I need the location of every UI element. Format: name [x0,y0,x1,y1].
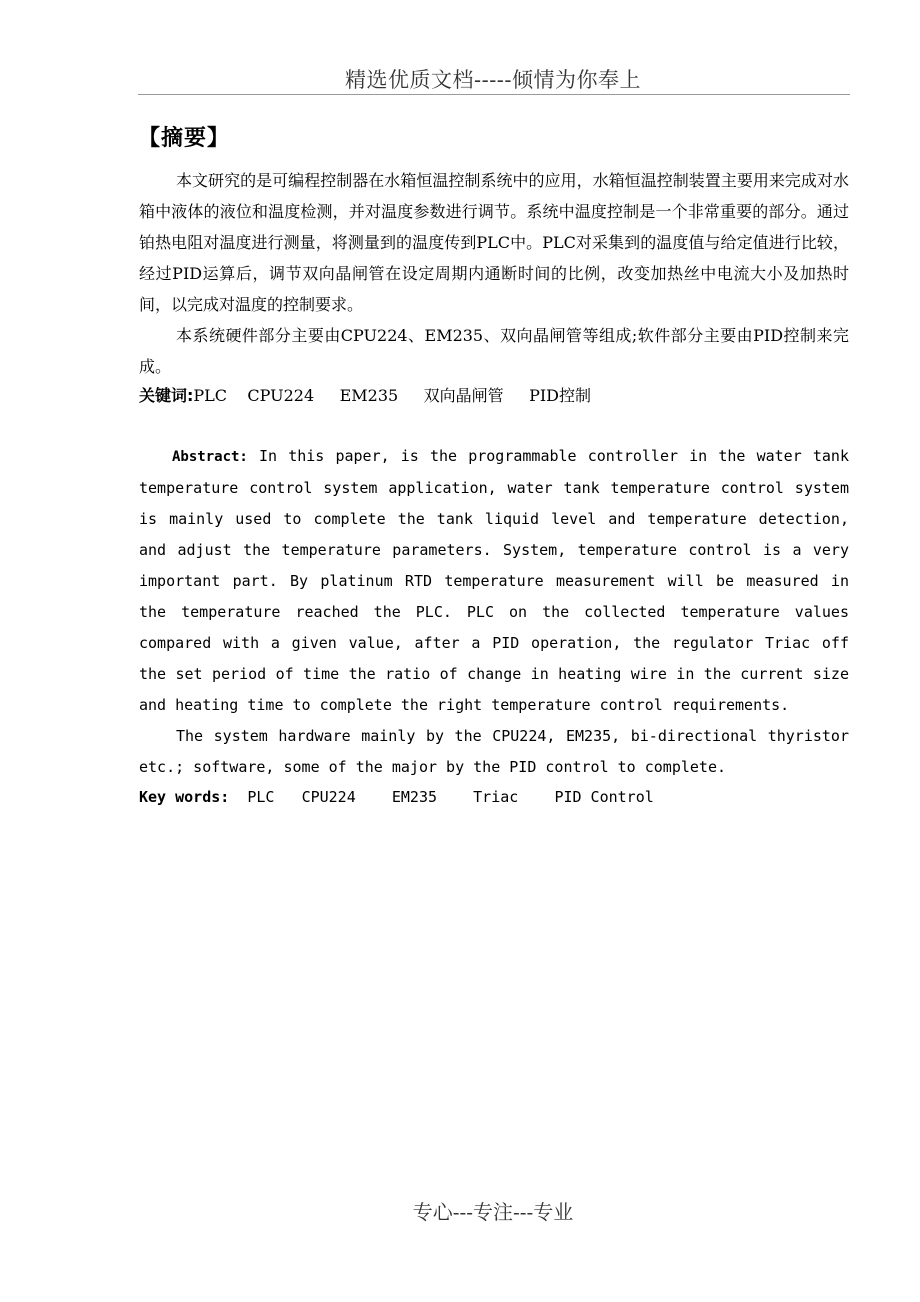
english-abstract-paragraph-1 [139,441,849,721]
english-keyword: CPU224 [301,788,356,806]
chinese-keyword: PLC [193,386,228,405]
page-header: 精选优质文档-----倾情为你奉上 [345,68,641,92]
chinese-keywords [139,380,849,411]
english-abstract-label: Abstract: [172,449,248,465]
chinese-abstract-paragraph-1: 本文研究的是可编程控制器在水箱恒温控制系统中的应用，水箱恒温控制装置主要用来完成对水箱中液体的液位和温度检测，并对温度参数进行调节。系统中温度控制是一个非常重要的部分。通过铂热电阻对温度进行测量，将测量到的温度传到PLC中。PLC对采集到的温度值与给定值进行比较，经过PID运算后，调节双向晶闸管在设定周期内通断时间的比例，改变加热丝中电流大小及加热时间，以完成对温度的控制要求。 [139,171,849,314]
english-abstract-text-1: In this paper, is the programmable controller in the water tank temperature control system application, water tank temperature control system is mainly used to complete the tank liquid level and temperature detection, and adjust the temperature parameters. System, temperature control is a very important part. By platinum RTD temperature measurement will be measured in the temperature reached the PLC. PLC on the collected temperature values compared with a given value, after a PID operation, the regulator Triac off the set period of time the ratio of change in heating wire in the current size and heating time to complete the right temperature control requirements. [139,447,849,714]
chinese-keyword: 双向晶闸管 [423,386,504,405]
english-abstract-paragraph-2: The system hardware mainly by the CPU224, EM235, bi-directional thyristor etc.; software, some of the major by the PID control to complete. [139,727,849,776]
english-abstract-body [139,441,849,783]
chinese-keyword: PID控制 [529,386,591,405]
chinese-abstract-paragraph-2: 本系统硬件部分主要由CPU224、EM235、双向晶闸管等组成;软件部分主要由PID控制来完成。 [139,326,849,376]
abstract-heading: 【摘要】 [138,126,231,151]
english-keyword: Triac [473,788,519,806]
chinese-abstract-body [139,165,849,382]
chinese-keyword: EM235 [339,386,399,405]
page-footer: 专心---专注---专业 [412,1200,574,1224]
english-keywords [139,782,849,813]
english-keyword: PID Control [554,788,654,806]
header-divider [138,94,850,95]
english-keyword: PLC [247,788,275,806]
english-keywords-label: Key words: [139,788,230,806]
english-keyword: EM235 [391,788,438,806]
chinese-keyword: CPU224 [247,386,315,405]
chinese-keywords-label: 关键词: [139,386,194,405]
